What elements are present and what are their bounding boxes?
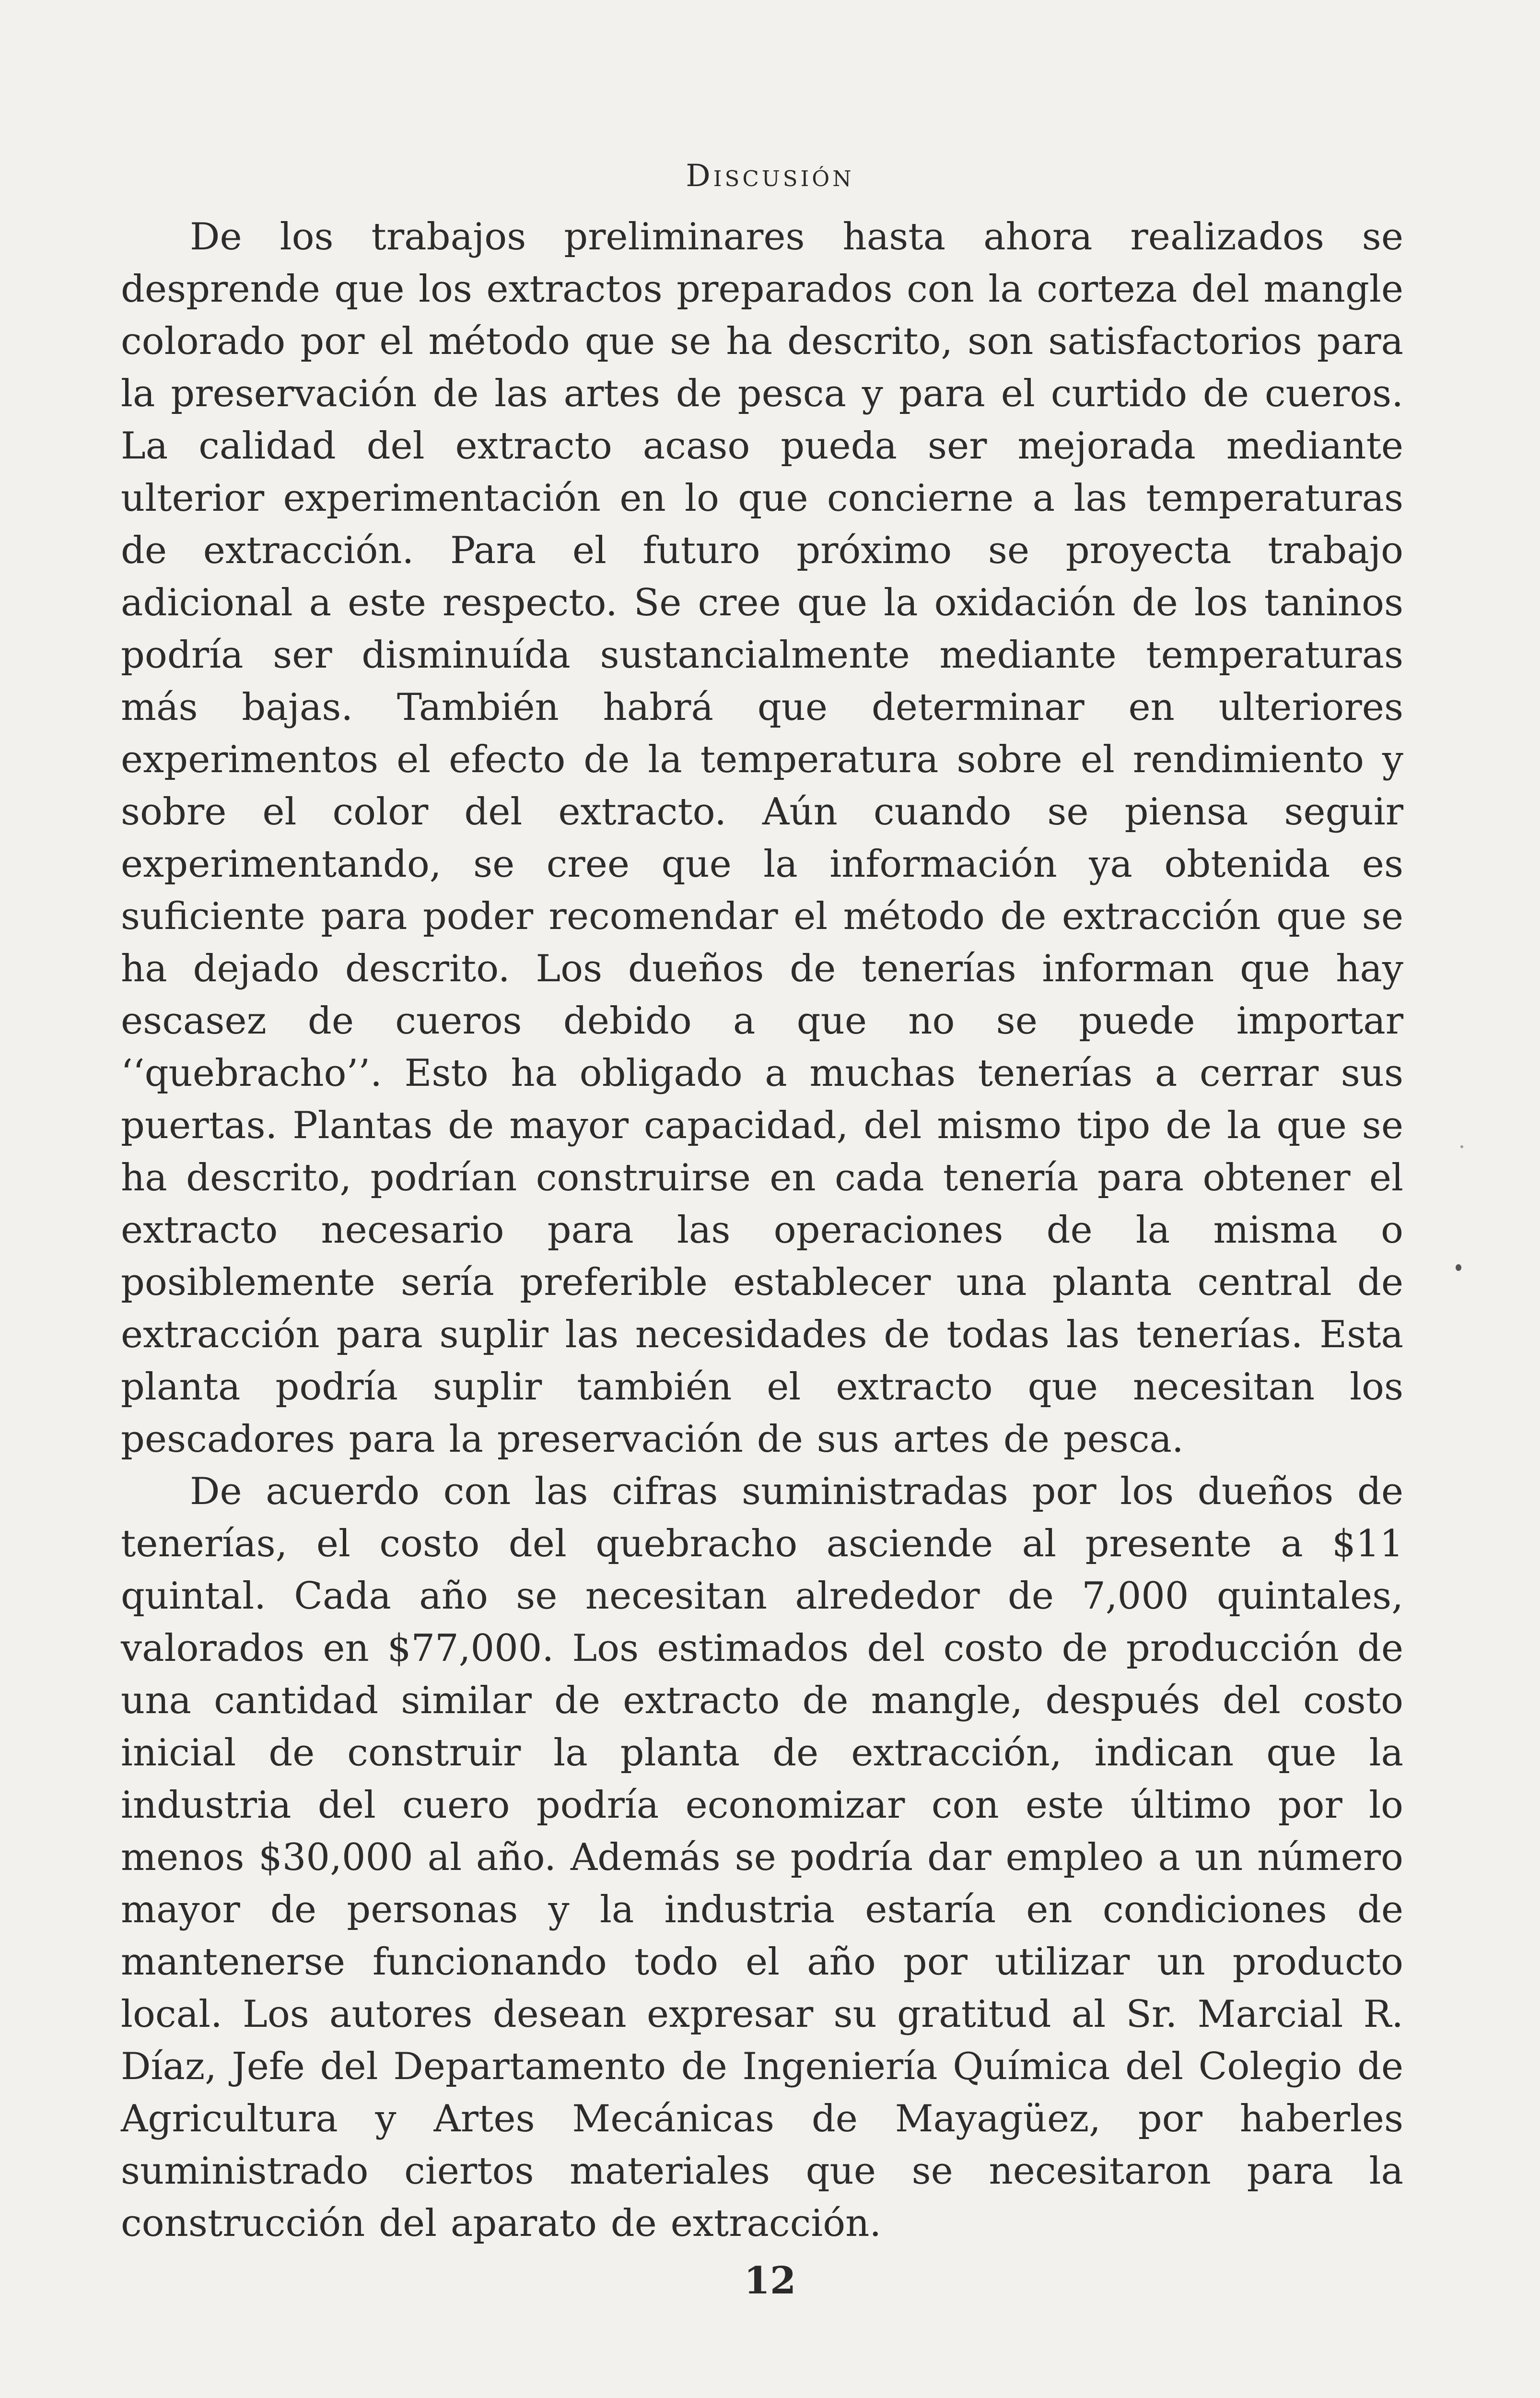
print-speck: [1456, 1264, 1461, 1271]
print-speck: [1460, 1145, 1463, 1148]
paragraph-1: De los trabajos preliminares hasta ahora realizados se desprende que los extractos preparados con la corteza del mangle colorado por el método que se ha descrito, son satisfactorios para la preservación de las artes de pesca y para el curtido de cueros. La calidad del extracto acaso pueda ser mejorada mediante ulterior experimentación en lo que concierne a las temperaturas de extracción. Para el futuro próximo se proyecta trabajo adicional a este respecto. Se cree que la oxidación de los taninos podría ser disminuída sustancialmente mediante temperaturas más bajas. También habrá que determinar en ulteriores experimentos el efecto de la temperatura sobre el rendimiento y sobre el color del extracto. Aún cuando se piensa seguir experimentando, se cree que la información ya obtenida es suficiente para poder recomendar el método de extracción que se ha dejado descrito. Los dueños de tenerías informan que hay escasez de cueros debido a que no se puede importar ‘‘quebracho’’. Esto ha obligado a muchas tenerías a cerrar sus puertas. Plantas de mayor capacidad, del mismo tipo de la que se ha descrito, podrían construirse en cada tenería para obtener el extracto necesario para las operaciones de la misma o posiblemente sería preferible establecer una planta central de extracción para suplir las necesidades de todas las tenerías. Esta planta podría suplir también el extracto que necesitan los pescadores para la preservación de sus artes de pesca.: [121, 215, 1403, 1461]
body-text: [121, 211, 1403, 2250]
paragraph-2: De acuerdo con las cifras suministradas por los dueños de tenerías, el costo del quebracho asciende al presente a $11 quintal. Cada año se necesitan alrededor de 7,000 quintales, valorados en $77,000. Los estimados del costo de producción de una cantidad similar de extracto de mangle, después del costo inicial de construir la planta de extracción, indican que la industria del cuero podría economizar con este último por lo menos $30,000 al año. Además se podría dar empleo a un número mayor de personas y la industria estaría en condiciones de mantenerse funcionando todo el año por utilizar un producto local. Los autores desean expresar su gratitud al Sr. Marcial R. Díaz, Jefe del Departamento de Ingeniería Química del Colegio de Agricultura y Artes Mecánicas de Mayagüez, por haberles suministrado ciertos materiales que se necesitaron para la construcción del aparato de extracción.: [121, 1470, 1403, 2245]
page-number: 12: [744, 2259, 796, 2303]
section-heading: Discusión: [686, 158, 854, 194]
